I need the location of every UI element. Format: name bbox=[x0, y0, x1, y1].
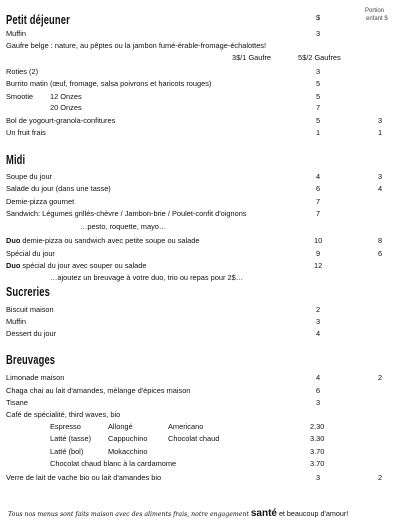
menu-item-price: 4 bbox=[316, 172, 321, 181]
menu-item-price: 9 bbox=[316, 249, 321, 258]
menu-item-child-price: 2 bbox=[378, 473, 383, 482]
menu-item-name: Biscuit maison bbox=[6, 305, 54, 314]
portion-column-header-line2: enfant $ bbox=[366, 16, 388, 22]
footer-sante: santé bbox=[250, 508, 277, 519]
price-column-header: $ bbox=[316, 13, 321, 22]
menu-item-price: 3$/1 Gaufre bbox=[232, 53, 272, 62]
section-title-midi: Midi bbox=[6, 152, 26, 167]
menu-item-price: 5 bbox=[316, 79, 321, 88]
coffee-item: Chocolat chaud bbox=[168, 434, 220, 443]
menu-item-price: 3 bbox=[316, 29, 321, 38]
menu-item-price: 3.70 bbox=[310, 447, 325, 456]
menu-item-price: 3.30 bbox=[310, 434, 325, 443]
menu-item-name: Demie-pizza gournet bbox=[6, 197, 75, 206]
coffee-item: Latté (bol) bbox=[50, 447, 84, 456]
menu-item-price: 10 bbox=[314, 236, 323, 245]
menu-item-name: Verre de lait de vache bio ou lait d'amandes bio bbox=[6, 473, 162, 482]
duo-label: Duo bbox=[6, 236, 21, 245]
coffee-item: Chocolat chaud blanc à la cardamome bbox=[50, 459, 177, 468]
menu-item-price: 2.30 bbox=[310, 422, 325, 431]
duo-label: Duo bbox=[6, 261, 21, 270]
menu-item-name: Chaga chai au lait d'amandes, mélange d'épices maison bbox=[6, 386, 191, 395]
menu-item-price: 5 bbox=[316, 116, 321, 125]
menu-item-price: 6 bbox=[316, 386, 321, 395]
menu-item-price: 2 bbox=[316, 305, 321, 314]
menu-item-price: 4 bbox=[316, 329, 321, 338]
menu-item-price: 1 bbox=[316, 128, 321, 137]
duo-description: demie-pizza ou sandwich avec petite soupe ou salade bbox=[20, 236, 200, 245]
menu-item-name: Soupe du jour bbox=[6, 172, 53, 181]
portion-column-header-line1: Portion bbox=[365, 8, 385, 14]
menu-item-name: Limonade maison bbox=[6, 373, 65, 382]
menu-item-name: Gaufre belge : nature, au pêptes ou la jambon fumé-érable-fromage-échalottes! bbox=[6, 41, 267, 50]
coffee-item: Latté (tasse) bbox=[50, 434, 92, 443]
coffee-item: Cappuchino bbox=[108, 434, 148, 443]
menu-item-child-price: 1 bbox=[378, 128, 383, 137]
menu-item-price: 6 bbox=[316, 184, 321, 193]
coffee-item: Americano bbox=[168, 422, 204, 431]
menu-item-child-price: 6 bbox=[378, 249, 383, 258]
menu-item-price: 5$/2 Gaufres bbox=[298, 53, 341, 62]
menu-item-name: Dessert du jour bbox=[6, 329, 57, 338]
coffee-item: Mokacchino bbox=[108, 447, 148, 456]
menu-item-child-price: 3 bbox=[378, 172, 383, 181]
menu-item-size: 12 Onzes bbox=[50, 92, 82, 101]
footer-text: Tous nos menus sont faits maison avec des aliments frais, notre engagement bbox=[8, 511, 249, 518]
menu-item-note: …pesto, roquette, mayo… bbox=[80, 222, 167, 231]
footer-tagline bbox=[8, 508, 400, 521]
menu-item-price: 3 bbox=[316, 473, 321, 482]
menu-item-price: 3 bbox=[316, 398, 321, 407]
menu-item-name bbox=[6, 236, 200, 245]
menu-item-child-price: 3 bbox=[378, 116, 383, 125]
menu-item-name: Tisane bbox=[6, 398, 28, 407]
menu-item-name bbox=[6, 261, 147, 270]
coffee-item: Allongé bbox=[108, 422, 133, 431]
menu-item-price: 7 bbox=[316, 209, 321, 218]
duo-description: spécial du jour avec souper ou salade bbox=[20, 261, 147, 270]
menu-item-price: 3 bbox=[316, 67, 321, 76]
section-title-petit-dejeuner: Petit déjeuner bbox=[6, 12, 70, 27]
menu-item-name: Bol de yogourt-granola-confitures bbox=[6, 116, 116, 125]
menu-item-name: Smootie bbox=[6, 92, 34, 101]
menu-item-name: Muffin bbox=[6, 317, 26, 326]
menu-item-name: Un fruit frais bbox=[6, 128, 46, 137]
menu-item-name: Muffin bbox=[6, 29, 26, 38]
menu-item-price: 7 bbox=[316, 197, 321, 206]
section-title-breuvages: Breuvages bbox=[6, 352, 56, 367]
menu-item-price: 5 bbox=[316, 92, 321, 101]
menu-item-name: Sandwich: Légumes grillés-chèvre / Jambon-brie / Poulet-confit d'oignons bbox=[6, 209, 247, 218]
menu-item-name: Burrito matin (œuf, fromage, salsa poivrons et haricots rouges) bbox=[6, 79, 212, 88]
menu-item-name: Café de spécialité, third waves, bio bbox=[6, 410, 121, 419]
section-title-sucreries: Sucreries bbox=[6, 284, 50, 299]
menu-item-price: 7 bbox=[316, 103, 321, 112]
footer-end: et beaucoup d'amour! bbox=[278, 509, 349, 518]
menu-item-price: 4 bbox=[316, 373, 321, 382]
menu-item-name: Roties (2) bbox=[6, 67, 39, 76]
menu-item-child-price: 8 bbox=[378, 236, 383, 245]
menu-item-price: 3.70 bbox=[310, 459, 325, 468]
coffee-item: Espresso bbox=[50, 422, 81, 431]
menu-item-name: Salade du jour (dans une tasse) bbox=[6, 184, 111, 193]
menu-item-child-price: 2 bbox=[378, 373, 383, 382]
menu-item-child-price: 4 bbox=[378, 184, 383, 193]
menu-item-price: 3 bbox=[316, 317, 321, 326]
menu-item-size: 20 Onzes bbox=[50, 103, 82, 112]
menu-item-name: Spécial du jour bbox=[6, 249, 55, 258]
menu-note: …ajoutez un breuvage à votre duo, trio ou repas pour 2$… bbox=[50, 273, 244, 282]
menu-item-price: 12 bbox=[314, 261, 323, 270]
